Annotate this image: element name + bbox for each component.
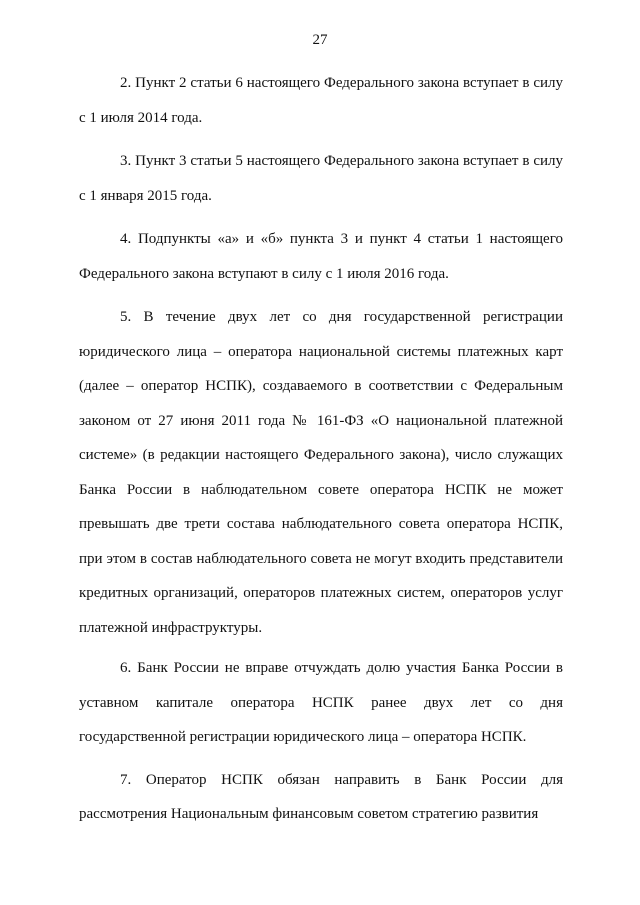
paragraph-clause-4: 4. Подпункты «а» и «б» пункта 3 и пункт 4 статьи 1 настоящего Федерального закона вступают в силу с 1 июля 2016 года. (79, 231, 563, 282)
paragraph-clause-5: 5. В течение двух лет со дня государственной регистрации юридического лица – оператора национальной системы платежных карт (далее – оператор НСПК), создаваемого в соответствии с Федеральным законом от 27 июня 2011 года № 161-ФЗ «О национальной платежной системе» (в редакции настоящего Федерального закона), число служащих Банка России в наблюдательном совете оператора НСПК не может превышать две трети состава наблюдательного совета оператора НСПК, при этом в состав наблюдательного совета не могут входить представители кредитных организаций, операторов платежных систем, операторов услуг платежной инфраструктуры. (79, 309, 563, 636)
paragraph-clause-3: 3. Пункт 3 статьи 5 настоящего Федерального закона вступает в силу с 1 января 2015 года. (79, 153, 563, 204)
page-number: 27 (312, 32, 328, 48)
paragraph-clause-7: 7. Оператор НСПК обязан направить в Банк России для рассмотрения Национальным финансовым советом стратегию развития (79, 771, 563, 822)
paragraph-clause-6: 6. Банк России не вправе отчуждать долю участия Банка России в уставном капитале оператора НСПК ранее двух лет со дня государственной регистрации юридического лица – оператора НСПК. (79, 660, 563, 745)
document-body (79, 66, 563, 841)
paragraph-clause-2: 2. Пункт 2 статьи 6 настоящего Федерального закона вступает в силу с 1 июля 2014 года. (79, 75, 563, 126)
